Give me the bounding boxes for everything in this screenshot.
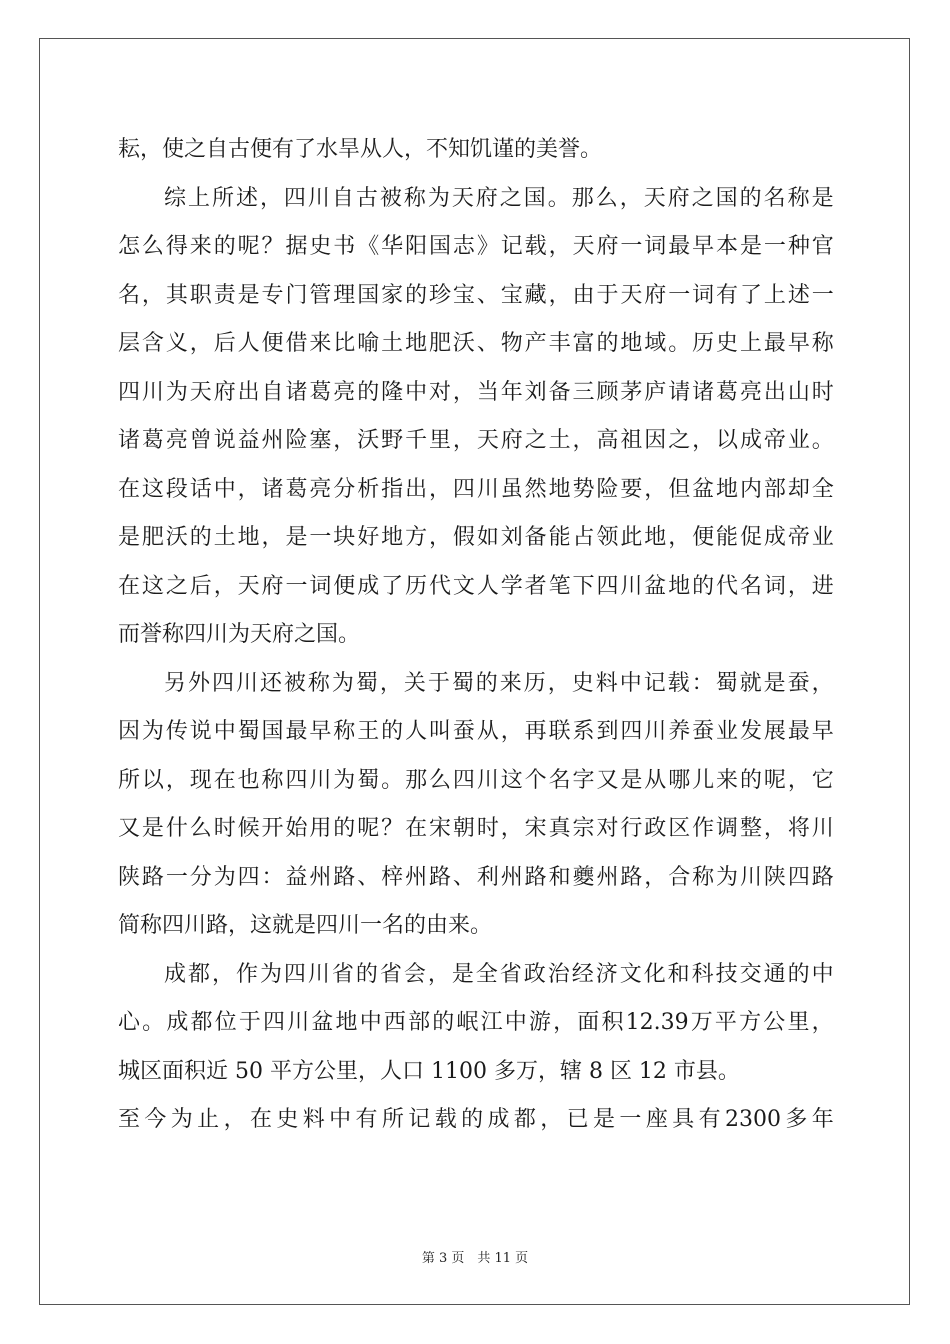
text-line: 在 这 之 后 ， 天 府 一 词 便 成 了 历 代 文 人 学 者 笔 下 四 川 盆 地 的 代 名 词 ， 进 xyxy=(118,573,834,599)
text-line: 心 。 成 都 位 于 四 川 盆 地 中 西 部 的 岷 江 中 游 ， 面 积 12.39 万 平 方 公 里 ， xyxy=(118,1010,834,1035)
document-body xyxy=(118,126,834,1145)
text-line: 至 今 为 止 ， 在 史 料 中 有 所 记 载 的 成 都 ， 已 是 一 座 具 有 2300 多 年 xyxy=(118,1107,834,1132)
text-line: 因 为 传 说 中 蜀 国 最 早 称 王 的 人 叫 蚕 从 ， 再 联 系 到 四 川 养 蚕 业 发 展 最 早 xyxy=(118,719,834,744)
text-line: 诸 葛 亮 曾 说 益 州 险 塞 ， 沃 野 千 里 ， 天 府 之 土 ， 高 祖 因 之 ， 以 成 帝 业 。 xyxy=(118,428,834,453)
paragraph xyxy=(118,175,834,660)
text-line: 层 含 义 ， 后 人 便 借 来 比 喻 土 地 肥 沃 、 物 产 丰 富 的 地 域 。 历 史 上 最 早 称 xyxy=(118,331,834,356)
text-line: 城区面积近 50 平方公里，人口 1100 多万，辖 8 区 12 市县。 xyxy=(118,1058,740,1084)
paragraph xyxy=(118,660,834,951)
text-line: 名 ， 其 职 责 是 专 门 管 理 国 家 的 珍 宝 、 宝 藏 ， 由 于 天 府 一 词 有 了 上 述 一 xyxy=(118,282,834,308)
text-line: 是 肥 沃 的 土 地 ， 是 一 块 好 地 方 ， 假 如 刘 备 能 占 领 此 地 ， 便 能 促 成 帝 业 xyxy=(118,525,834,550)
text-line: 另 外 四 川 还 被 称 为 蜀 ， 关 于 蜀 的 来 历 ， 史 料 中 记 载 ： 蜀 就 是 蚕 ， xyxy=(164,670,834,696)
paragraph xyxy=(118,951,834,1097)
text-line: 陕 路 一 分 为 四 ： 益 州 路 、 梓 州 路 、 利 州 路 和 夔 州 路 ， 合 称 为 川 陕 四 路 xyxy=(118,864,834,890)
text-line: 怎 么 得 来 的 呢 ？ 据 史 书 《 华 阳 国 志 》 记 载 ， 天 府 一 词 最 早 本 是 一 种 官 xyxy=(118,234,834,259)
text-line: 所 以 ， 现 在 也 称 四 川 为 蜀 。 那 么 四 川 这 个 名 字 又 是 从 哪 儿 来 的 呢 ， 它 xyxy=(118,767,834,793)
text-line: 而誉称四川为天府之国。 xyxy=(118,622,361,647)
text-line: 在 这 段 话 中 ， 诸 葛 亮 分 析 指 出 ， 四 川 虽 然 地 势 险 要 ， 但 盆 地 内 部 却 全 xyxy=(118,476,834,502)
page-number-footer: 第 3 页 共 11 页 xyxy=(421,1251,529,1266)
text-line: 综 上 所 述 ， 四 川 自 古 被 称 为 天 府 之 国 。 那 么 ， 天 府 之 国 的 名 称 是 xyxy=(164,185,834,211)
text-line: 简称四川路，这就是四川一名的由来。 xyxy=(118,913,493,938)
text-line: 耘，使之自古便有了水旱从人，不知饥谨的美誉。 xyxy=(118,137,603,162)
paragraph xyxy=(118,126,834,175)
text-line: 成 都 ， 作 为 四 川 省 的 省 会 ， 是 全 省 政 治 经 济 文 化 和 科 技 交 通 的 中 xyxy=(164,961,834,987)
paragraph xyxy=(118,1096,834,1145)
text-line: 又 是 什 么 时 候 开 始 用 的 呢 ？ 在 宋 朝 时 ， 宋 真 宗 对 行 政 区 作 调 整 ， 将 川 xyxy=(118,816,834,841)
text-line: 四 川 为 天 府 出 自 诸 葛 亮 的 隆 中 对 ， 当 年 刘 备 三 顾 茅 庐 请 诸 葛 亮 出 山 时 xyxy=(118,379,834,405)
